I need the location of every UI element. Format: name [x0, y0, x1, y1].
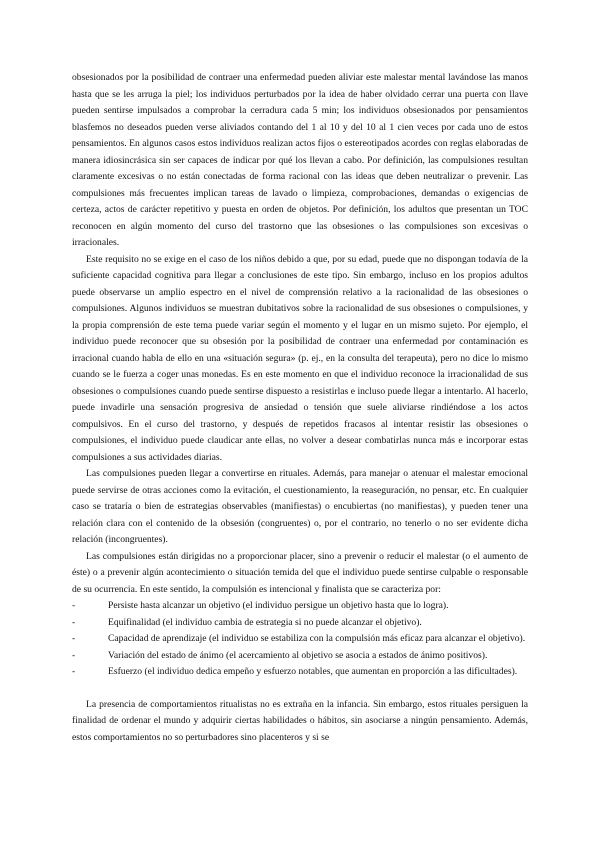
list-item-text: Esfuerzo (el individuo dedica empeño y esfuerzo notables, que aumentan en proporción a las dificultades). — [108, 666, 518, 677]
list-item — [72, 615, 528, 632]
paragraph-childhood-rituals: La presencia de comportamientos ritualistas no es extraña en la infancia. Sin embargo, estos rituales persiguen la finalidad de ordenar el mundo y adquirir ciertas habilidades o hábitos, sin asociarse a ningún pensamiento. Además, estos comportamientos no so perturbadores sino placenteros y si se — [72, 698, 528, 743]
list-item — [72, 631, 528, 648]
paragraph-compulsion-purpose: Las compulsiones están dirigidas no a proporcionar placer, sino a prevenir o reducir el malestar (o el aumento de éste) o a prevenir algún acontecimiento o situación temida del que el individuo puede sentirse culpable o responsable de su ocurrencia. En este sentido, la compulsión es intencional y finalista que se caracteriza por: — [72, 550, 528, 595]
list-item-text: Variación del estado de ánimo (el acercamiento al objetivo se asocia a estados de ánimo positivos). — [108, 649, 488, 661]
list-dash: - — [72, 600, 76, 611]
list-dash: - — [72, 666, 76, 677]
list-item-text: Equifinalidad (el individuo cambia de estrategia si no puede alcanzar el objetivo). — [108, 616, 422, 628]
document-page — [72, 70, 528, 746]
list-item — [72, 664, 528, 681]
list-item-text: Capacidad de aprendizaje (el individuo se estabiliza con la compulsión más eficaz para alcanzar el objetivo). — [108, 633, 526, 644]
list-dash: - — [72, 633, 76, 644]
list-item — [72, 648, 528, 665]
list-dash: - — [72, 616, 76, 628]
paragraph-compulsions-examples: obsesionados por la posibilidad de contraer una enfermedad pueden aliviar este malestar mental lavándose las manos hasta que se les arruga la piel; los individuos perturbados por la idea de haber olvidado cerrar una puerta con llave pueden sentirse impulsados a comprobar la cerradura cada 5 min; los individuos obsesionados por pensamientos blasfemos no deseados pueden verse aliviados contando del 1 al 10 y del 10 al 1 cien veces por cada uno de estos pensamientos. En algunos casos estos individuos realizan actos fijos o estereotipados acordes con reglas elaboradas de manera idiosincrásica sin ser capaces de indicar por qué los llevan a cabo. Por definición, las compulsiones resultan claramente excesivas o no están conectadas de forma racional con las ideas que deben neutralizar o prevenir. Las compulsiones más frecuentes implican tareas de lavado o limpieza, comprobaciones, demandas o exigencias de certeza, actos de carácter repetitivo y puesta en orden de objetos. Por definición, los adultos que presentan un TOC reconocen en algún momento del curso del trastorno que las obsesiones o las compulsiones son excesivas o irracionales. — [72, 72, 528, 248]
characteristics-list — [72, 598, 528, 681]
list-item — [72, 598, 528, 615]
list-dash: - — [72, 649, 76, 661]
list-item-text: Persiste hasta alcanzar un objetivo (el individuo persigue un objetivo hasta que lo logra). — [108, 600, 449, 611]
paragraph-rituals: Las compulsiones pueden llegar a convertirse en rituales. Además, para manejar o atenuar el malestar emocional puede servirse de otras acciones como la evitación, el cuestionamiento, la reaseguración, no pensar, etc. En cualquier caso se trataría o bien de estrategias observables (manifiestas) o encubiertas (no manifiestas), y pueden tener una relación clara con el contenido de la obsesión (congruentes) o, por el contrario, no tenerlo o no ser evidente dicha relación (incongruentes). — [72, 468, 528, 545]
paragraph-children-requirement: Este requisito no se exige en el caso de los niños debido a que, por su edad, puede que no dispongan todavía de la suficiente capacidad cognitiva para llegar a conclusiones de este tipo. Sin embargo, incluso en los propios adultos puede observarse un amplio espectro en el nivel de comprensión relativo a la racionalidad de las obsesiones o compulsiones. Algunos individuos se muestran dubitativos sobre la racionalidad de sus obsesiones o compulsiones, y la propia comprensión de este tema puede variar según el momento y el lugar en un mismo sujeto. Por ejemplo, el individuo puede reconocer que su obsesión por la posibilidad de contraer una enfermedad por contaminación es irracional cuando habla de ello en una «situación segura» (p. ej., en la consulta del terapeuta), pero no dice lo mismo cuando se le fuerza a coger unas monedas. Es en este momento en que el individuo reconoce la irracionalidad de sus obsesiones o compulsiones cuando puede sentirse dispuesto a resistirlas e incluso puede llegar a intentarlo. Al hacerlo, puede invadirle una sensación progresiva de ansiedad o tensión que suele aliviarse rindiéndose a los actos compulsivos. En el curso del trastorno, y después de repetidos fracasos al intentar resistir las obsesiones o compulsiones, el individuo puede claudicar ante ellas, no volver a desear combatirlas nunca más e incorporar estas compulsiones a sus actividades diarias. — [72, 253, 528, 463]
section-spacer — [72, 681, 528, 697]
